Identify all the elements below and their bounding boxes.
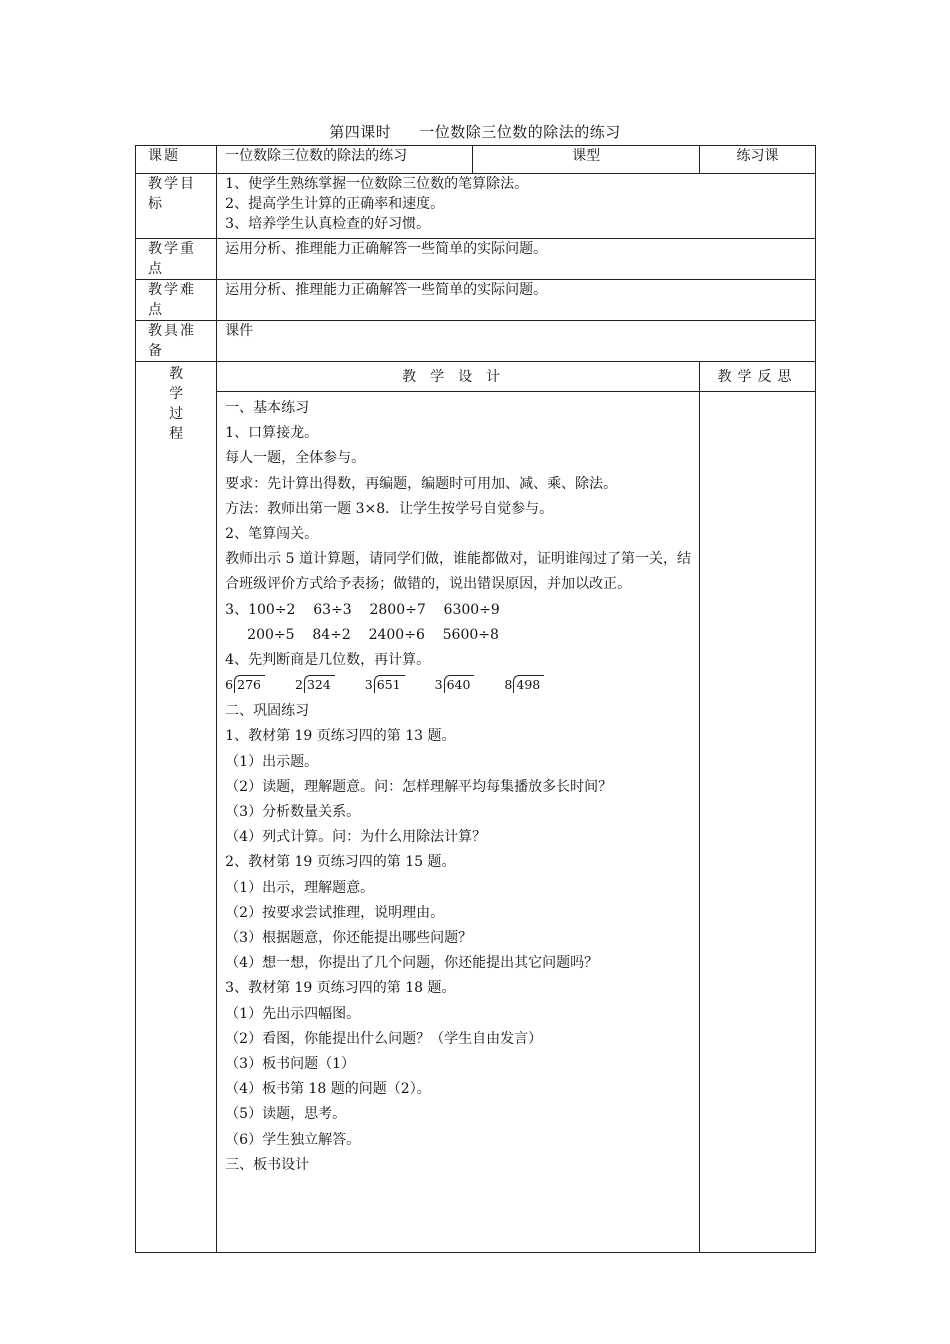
key-point-label: 教学重点 <box>136 239 217 280</box>
design-line: 4、先判断商是几位数，再计算。 <box>225 652 431 669</box>
design-content <box>217 392 700 1253</box>
section-heading: 三、板书设计 <box>225 1156 310 1173</box>
topic-row <box>136 146 816 174</box>
design-line: 2、教材第 19 页练习四的第 15 题。 <box>225 854 456 871</box>
design-line: 1、教材第 19 页练习四的第 13 题。 <box>225 728 456 745</box>
long-division <box>365 675 405 695</box>
design-line: 每人一题，全体参与。 <box>225 450 366 467</box>
process-label-char: 教 <box>169 366 184 382</box>
goal-item: 2、提高学生计算的正确率和速度。 <box>225 196 445 212</box>
design-line: 3、教材第 19 页练习四的第 18 题。 <box>225 980 456 997</box>
process-label <box>136 362 217 1253</box>
reflection-header: 教学反思 <box>700 362 816 392</box>
tools-label: 教具准备 <box>136 321 217 362</box>
tools-row <box>136 321 816 362</box>
design-line: （3）分析数量关系。 <box>225 804 361 821</box>
long-division <box>225 675 265 695</box>
design-line: （3）根据题意，你还能提出哪些问题？ <box>225 930 473 947</box>
lesson-number: 第四课时 <box>329 123 392 141</box>
difficulty-row <box>136 280 816 321</box>
process-label-char: 程 <box>169 426 184 442</box>
long-division <box>504 675 544 695</box>
design-line: （5）读题，思考。 <box>225 1106 347 1123</box>
design-line: 2、笔算闯关。 <box>225 526 319 543</box>
difficulty-label: 教学难点 <box>136 280 217 321</box>
type-value: 练习课 <box>700 146 816 174</box>
design-line: 方法：教师出第一题 3×8．让学生按学号自觉参与。 <box>225 500 554 517</box>
divisor: 3 <box>364 677 373 693</box>
long-division-row <box>225 675 691 695</box>
long-division <box>435 675 475 695</box>
goals-row <box>136 174 816 239</box>
divisor: 8 <box>504 677 513 693</box>
design-paragraph: 教师出示 5 道计算题，请同学们做，谁能都做对，证明谁闯过了第一关，结合班级评价方式给予表扬；做错的，说出错误原因，并加以改正。 <box>225 551 691 593</box>
goal-item: 1、使学生熟练掌握一位数除三位数的笔算除法。 <box>225 176 529 192</box>
design-header: 教学设计 <box>217 362 700 392</box>
dividend: 324 <box>304 675 335 693</box>
type-label: 课型 <box>473 146 700 174</box>
goals-label: 教学目标 <box>136 174 217 239</box>
lesson-plan-table <box>135 145 816 1253</box>
dividend: 276 <box>234 675 265 693</box>
process-label-char: 学 <box>169 386 184 402</box>
document-title <box>0 121 950 142</box>
long-division <box>295 675 335 695</box>
design-line: （2）看图，你能提出什么问题？（学生自由发言） <box>225 1030 543 1047</box>
design-line: （1）先出示四幅图。 <box>225 1005 361 1022</box>
goal-item: 3、培养学生认真检查的好习惯。 <box>225 216 431 232</box>
design-line: （3）板书问题（1） <box>225 1056 355 1073</box>
section-heading: 一、基本练习 <box>225 400 310 416</box>
process-header-row <box>136 362 816 392</box>
calc-row: 3、100÷2 63÷3 2800÷7 6300÷9 <box>225 601 500 618</box>
key-point-row <box>136 239 816 280</box>
reflection-content <box>700 392 816 1253</box>
design-line: （4）想一想，你提出了几个问题，你还能提出其它问题吗？ <box>225 955 599 972</box>
dividend: 651 <box>374 675 405 693</box>
design-line: （4）板书第 18 题的问题（2）。 <box>225 1081 431 1098</box>
design-line: （1）出示，理解题意。 <box>225 879 375 896</box>
lesson-name: 一位数除三位数的除法的练习 <box>419 123 621 141</box>
goals-content <box>217 174 816 239</box>
divisor: 2 <box>294 677 303 693</box>
tools-value: 课件 <box>217 321 816 362</box>
design-line: （4）列式计算。问：为什么用除法计算？ <box>225 829 487 846</box>
design-line: （2）按要求尝试推理，说明理由。 <box>225 904 445 921</box>
section-heading: 二、巩固练习 <box>225 703 310 720</box>
design-line: （6）学生独立解答。 <box>225 1131 361 1148</box>
divisor: 6 <box>225 677 234 693</box>
topic-value: 一位数除三位数的除法的练习 <box>217 146 473 174</box>
process-label-char: 过 <box>169 406 184 422</box>
design-line: （1）出示题。 <box>225 753 319 770</box>
dividend: 498 <box>513 675 544 693</box>
difficulty-value: 运用分析、推理能力正确解答一些简单的实际问题。 <box>217 280 816 321</box>
key-point-value: 运用分析、推理能力正确解答一些简单的实际问题。 <box>217 239 816 280</box>
calc-row: 200÷5 84÷2 2400÷6 5600÷8 <box>247 626 499 643</box>
process-body-row <box>136 392 816 1253</box>
design-line: 1、口算接龙。 <box>225 425 319 442</box>
divisor: 3 <box>434 677 443 693</box>
topic-label: 课题 <box>136 146 217 174</box>
design-line: 要求：先计算出得数，再编题，编题时可用加、减、乘、除法。 <box>225 475 618 492</box>
dividend: 640 <box>444 675 475 693</box>
design-line: （2）读题，理解题意。问：怎样理解平均每集播放多长时间？ <box>225 778 613 795</box>
